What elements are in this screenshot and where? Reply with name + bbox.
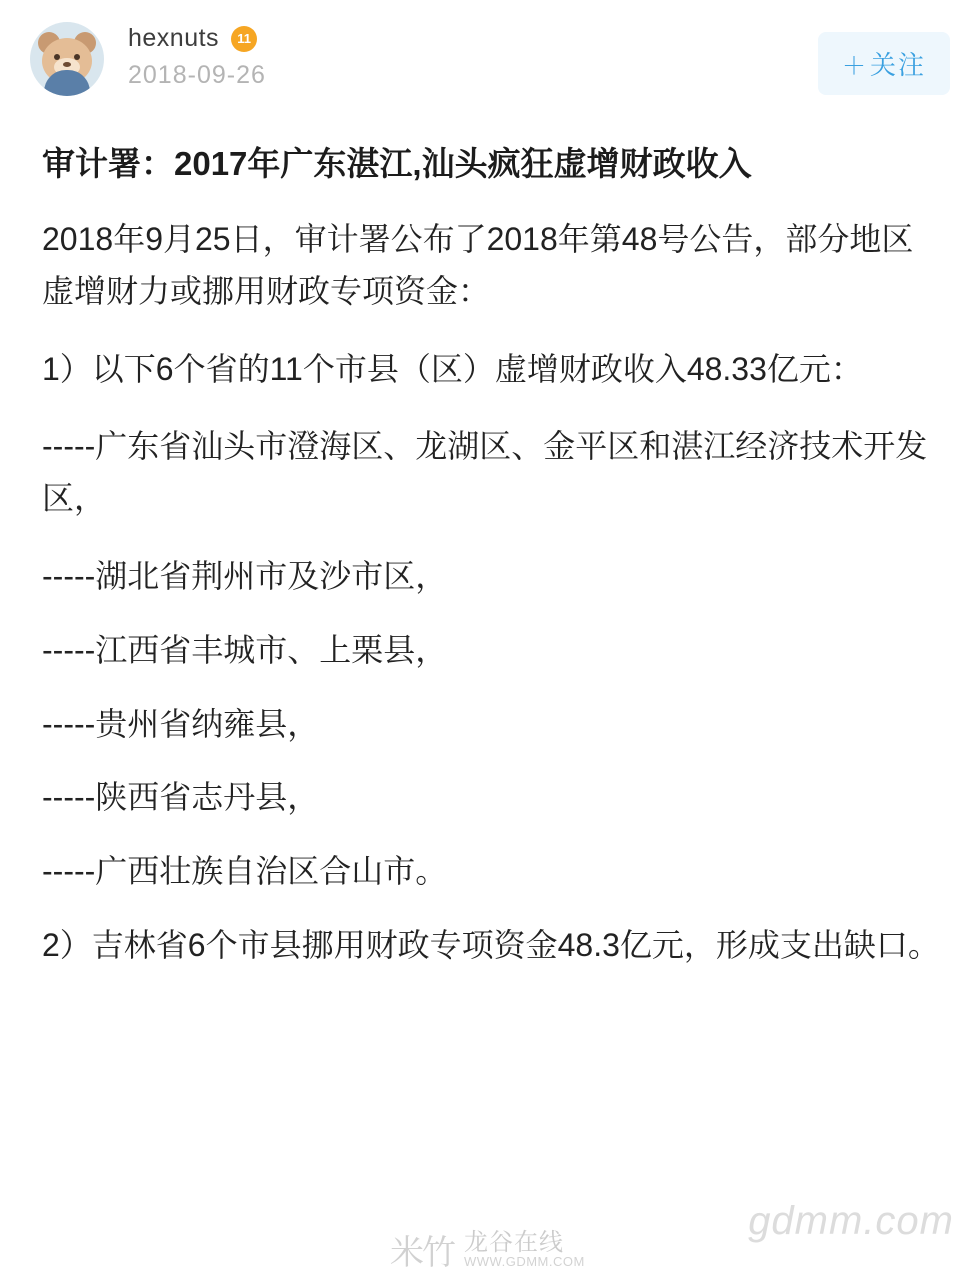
watermark-center-url: WWW.GDMM.COM	[464, 1254, 585, 1270]
article-title	[42, 140, 942, 188]
author-username[interactable]: hexnuts	[128, 24, 220, 52]
follow-button-label: 关注	[869, 50, 926, 80]
follow-button[interactable]	[818, 32, 950, 95]
post-header	[0, 0, 980, 104]
article-paragraph: -----广东省汕头市澄海区、龙湖区、金平区和湛江经济技术开发区，	[42, 428, 928, 517]
watermark-center	[390, 1225, 585, 1274]
watermark-right: gdmm.com	[748, 1199, 954, 1243]
level-badge: 11	[231, 26, 257, 52]
author-meta	[128, 18, 266, 90]
avatar-eye-left-icon	[54, 54, 60, 60]
article-title-text: 审计署：2017年广东湛江,汕头疯狂虚增财政收入	[42, 145, 752, 182]
avatar-nose-icon	[63, 62, 71, 67]
avatar[interactable]	[30, 22, 104, 96]
article-paragraph: -----陕西省志丹县，	[42, 779, 320, 816]
article-paragraph: 2018年9月25日，审计署公布了2018年第48号公告，部分地区虚增财力或挪用财政专项资金：	[42, 220, 914, 309]
article-paragraph: -----湖北省荆州市及沙市区，	[42, 557, 448, 594]
article-paragraph: -----江西省丰城市、上栗县，	[42, 631, 448, 668]
article-paragraph: 2）吉林省6个市县挪用财政专项资金48.3亿元，形成支出缺口。	[42, 927, 940, 964]
article-body	[0, 104, 980, 972]
watermark-logo-icon: 米竹	[390, 1234, 454, 1272]
author-name-row	[128, 24, 266, 53]
plus-icon: ＋	[841, 53, 868, 80]
article-paragraph: 1）以下6个省的11个市县（区）虚增财政收入48.33亿元：	[42, 350, 863, 387]
watermark-center-title: 龙谷在线	[464, 1229, 564, 1257]
post-date: 2018-09-26	[128, 61, 266, 89]
avatar-eye-right-icon	[74, 54, 80, 60]
article-paragraph: -----贵州省纳雍县，	[42, 705, 320, 742]
watermark-center-text	[464, 1230, 585, 1269]
article-paragraph: -----广西壮族自治区合山市。	[42, 853, 448, 890]
